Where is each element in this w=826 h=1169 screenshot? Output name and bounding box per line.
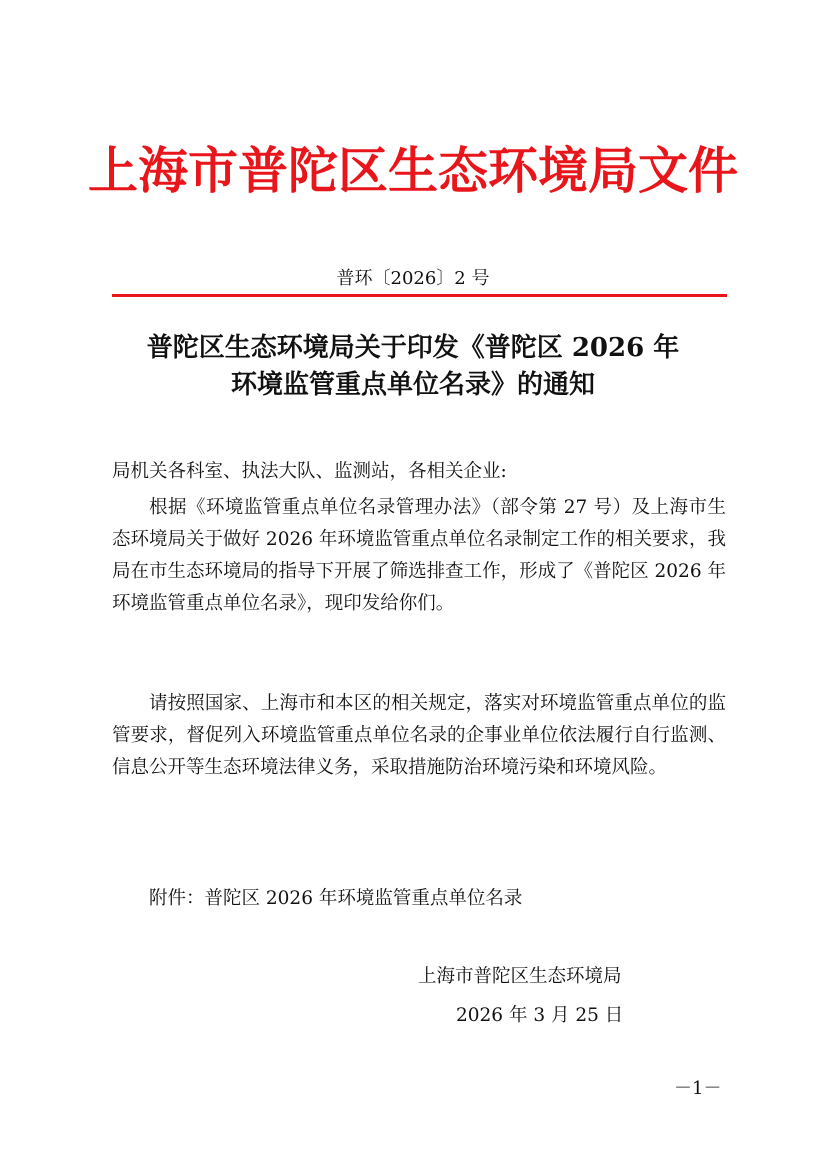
page-number: －1－: [674, 1078, 722, 1099]
document-title: [90, 330, 736, 404]
body-paragraph-2: 请按照国家、上海市和本区的相关规定，落实对环境监管重点单位的监管要求，督促列入环境监管重点单位名录的企事业单位依法履行自行监测、信息公开等生态环境法律义务，采取措施防治环境污染和环境风险。: [112, 693, 726, 778]
body-paragraph-1: 根据《环境监管重点单位名录管理办法》（部令第 27 号）及上海市生态环境局关于做好 2026 年环境监管重点单位名录制定工作的相关要求，我局在市生态环境局的指导下开展了筛选排查工作，形成了《普陀区 2026 年环境监管重点单位名录》，现印发给你们。: [112, 497, 726, 614]
red-divider-line: [112, 294, 727, 297]
attachment-note: 附件：普陀区 2026 年环境监管重点单位名录: [149, 888, 523, 909]
document-issuer-header: 上海市普陀区生态环境局文件: [88, 141, 738, 200]
salutation: 局机关各科室、执法大队、监测站，各相关企业:: [112, 461, 507, 482]
signing-authority: 上海市普陀区生态环境局: [418, 966, 622, 987]
signing-date: 2026 年 3 月 25 日: [456, 1005, 624, 1026]
document-number: 普环〔2026〕2 号: [336, 268, 490, 289]
document-title-line-2: 环境监管重点单位名录》的通知: [230, 370, 595, 400]
document-title-line-1: 普陀区生态环境局关于印发《普陀区 2026 年: [146, 333, 680, 363]
